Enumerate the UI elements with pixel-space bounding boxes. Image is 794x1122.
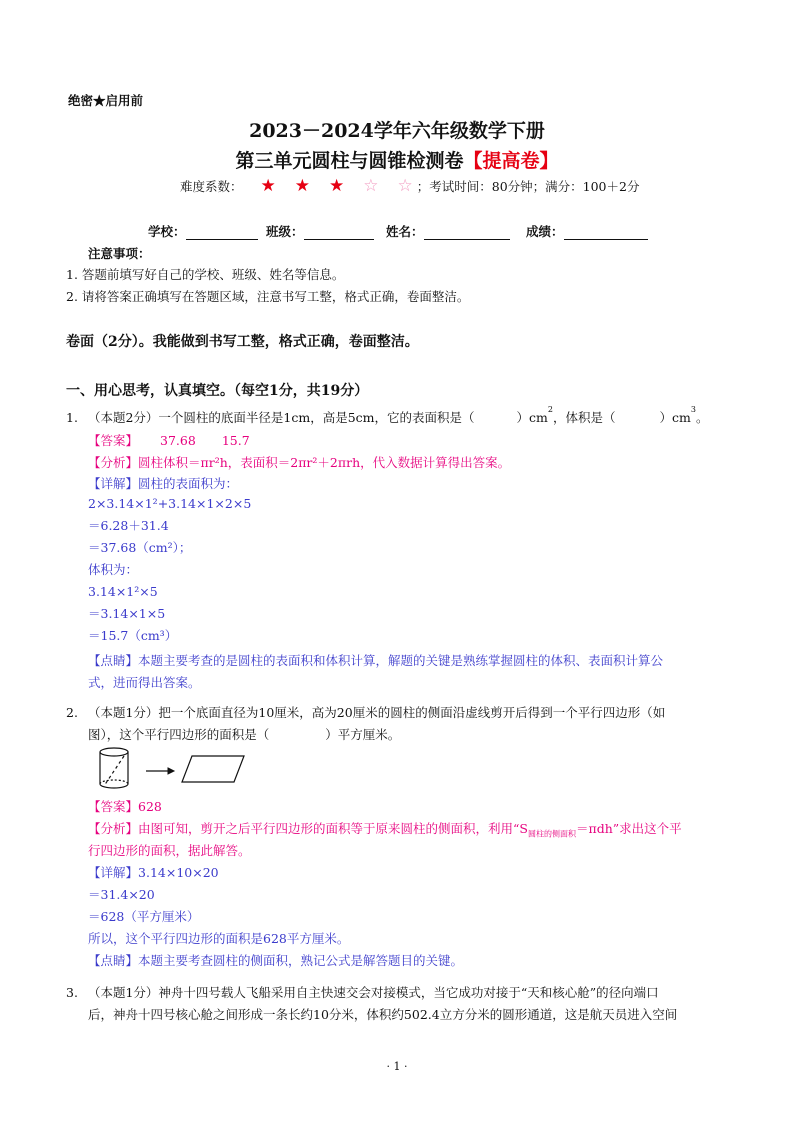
star-filled-icon: ★ [328,176,345,196]
question-text: ）cm [659,410,691,425]
question-3-line2: 后，神舟十四号核心舱之间形成一条长约10分米，体积约502.4立方分米的圆形通道，这是航天员进入空间 [88,1007,678,1022]
question-2 [66,703,665,721]
question-text: （本题1分）神舟十四号载人飞船采用自主快速交会对接模式，当它成功对接于“天和核心舱”的径向端口 [87,985,659,1000]
analysis-label: 【分析】 [88,821,139,836]
point-line [88,951,463,969]
analysis-label: 【分析】 [88,455,139,470]
detail-text: 圆柱的表面积为： [138,476,239,491]
neatness-line: 卷面（2分）。我能做到书写工整，格式正确，卷面整洁。 [66,334,419,350]
question-text: ）平方厘米。 [325,727,401,742]
star-empty-icon: ☆ [363,176,379,196]
star-empty-icon: ☆ [397,176,413,196]
analysis-line: 行四边形的面积，据此解答。 [88,843,251,858]
class-blank[interactable] [304,226,374,240]
school-field[interactable] [148,222,258,240]
question-text: （本题1分）把一个底面直径为10厘米，高为20厘米的圆柱的侧面沿虚线剪开后得到一个平行四边形（如 [87,705,666,720]
secret-label: 绝密★启用前 [68,93,144,108]
detail-step: ＝3.14×1×5 [88,606,166,621]
question-2-line2 [88,725,400,743]
question-text: 。 [695,410,709,425]
exam-meta [180,176,639,196]
star-filled-icon: ★ [294,176,310,196]
notes-heading: 注意事项： [88,246,151,261]
formula-subscript: 圆柱的侧面积 [527,829,576,839]
point-text: 本题主要考查圆柱的侧面积，熟记公式是解答题目的关键。 [138,953,464,968]
analysis-line [88,453,510,471]
question-text: ，体积是（ [552,410,616,425]
parallelogram-shape [182,756,244,782]
detail-line [88,863,219,881]
detail-step: 3.14×10×20 [138,865,219,880]
question-text: ）cm [516,410,548,425]
point-label: 【点睛】 [88,953,139,968]
point-line [88,651,663,669]
detail-step: 2×3.14×1²+3.14×1×2×5 [88,496,252,511]
question-number: 1. [66,410,78,425]
school-blank[interactable] [186,226,258,240]
point-line: 式，进而得出答案。 [88,675,201,690]
class-field[interactable] [266,222,374,240]
analysis-text: 由图可知，剪开之后平行四边形的面积等于原来圆柱的侧面积，利用“S [138,821,528,836]
score-label: 成绩： [526,224,564,239]
school-label: 学校： [148,224,186,239]
question-1: 1. （本题2分）一个圆柱的底面半径是1cm，高是5cm，它的表面积是（ ）$cm^2$，体积是（ ）$cm^3$。 [66,405,709,425]
page-number: · 1 · [386,1060,408,1073]
score-blank[interactable] [564,226,648,240]
point-text: 本题主要考查的是圆柱的表面积和体积计算，解题的关键是熟练掌握圆柱的体积、表面积计算公 [138,653,664,668]
detail-step: ＝15.7（cm³） [88,628,178,643]
answer-line [88,797,162,815]
class-label: 班级： [266,224,304,239]
answer-label: 【答案】 [88,433,139,448]
notes-item: 1. 答题前填写好自己的学校、班级、姓名等信息。 [66,267,345,282]
detail-step: ＝628（平方厘米） [88,909,200,924]
name-blank[interactable] [424,226,510,240]
analysis-text: 圆柱体积＝πr²h，表面积＝2πr²＋2πrh，代入数据计算得出答案。 [138,455,511,470]
analysis-text: ＝πdh”求出这个平 [575,821,682,836]
question-3 [66,983,659,1001]
answer-value: 628 [138,799,162,814]
detail-step: ＝6.28＋31.4 [88,518,169,533]
subtitle-tag: 【提高卷】 [463,150,559,172]
name-label: 姓名： [386,224,424,239]
question-text: （本题2分）一个圆柱的底面半径是1cm，高是5cm，它的表面积是（ [87,410,475,425]
answer-line [88,431,250,449]
section-heading: 一、用心思考，认真填空。（每空1分，共19分） [66,383,369,399]
difficulty-label: 难度系数： [180,179,243,194]
cylinder-icon [100,748,128,788]
score-field[interactable] [526,222,648,240]
detail-label: 【详解】 [88,865,139,880]
subtitle-main: 第三单元圆柱与圆锥检测卷 [235,150,464,172]
notes-item: 2. 请将答案正确填写在答题区域，注意书写工整，格式正确，卷面整洁。 [66,289,470,304]
detail-step: ＝31.4×20 [88,887,155,902]
answer-value: 15.7 [221,433,250,448]
star-filled-icon: ★ [260,176,276,196]
answer-label: 【答案】 [88,799,139,814]
arrow-right-icon [146,768,174,774]
detail-step: 3.14×1²×5 [88,584,158,599]
answer-value: 37.68 [160,433,196,448]
page-title: 2023－2024学年六年级数学下册 [249,120,545,142]
name-field[interactable] [386,222,510,240]
cylinder-diagram [94,744,254,794]
point-label: 【点睛】 [88,653,139,668]
detail-step: 体积为： [88,562,139,577]
detail-line [88,474,238,492]
question-number: 2. [66,705,78,720]
detail-label: 【详解】 [88,476,139,491]
exam-info: ；考试时间：80分钟；满分：100＋2分 [416,179,640,194]
question-text: 图），这个平行四边形的面积是（ [88,727,270,742]
analysis-line [88,819,682,840]
detail-step: 所以，这个平行四边形的面积是628平方厘米。 [88,931,350,946]
detail-step: ＝37.68（cm²）； [88,540,192,555]
page-subtitle [0,146,794,173]
question-number: 3. [66,985,78,1000]
